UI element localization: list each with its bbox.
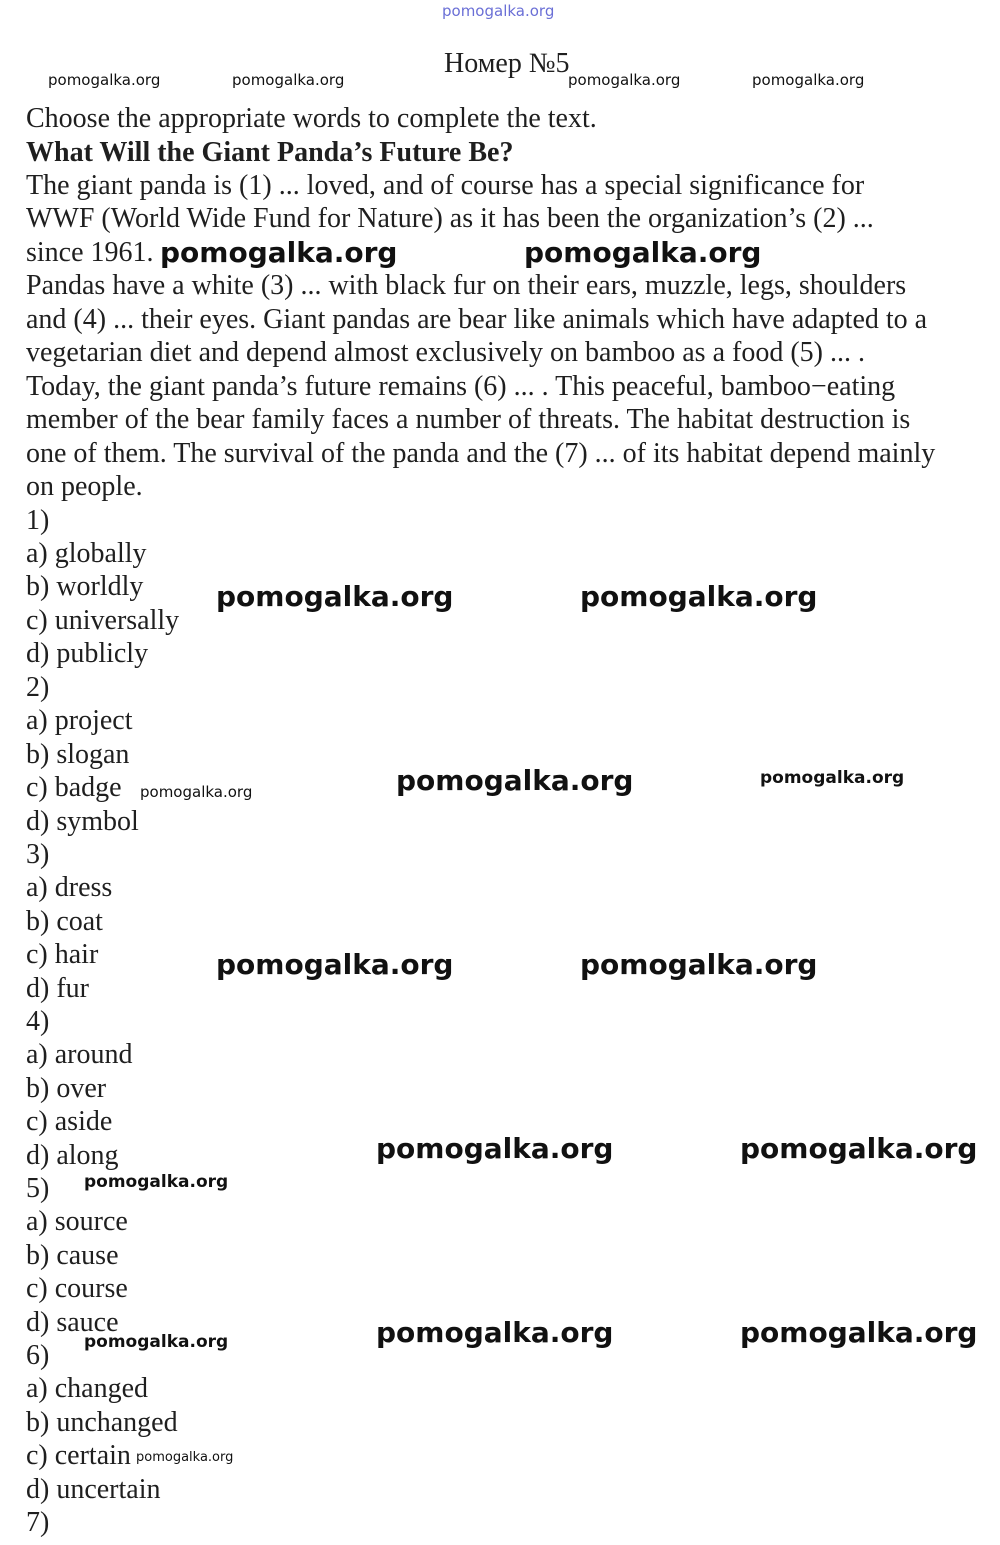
question-number: 2) [26, 672, 50, 703]
answer-option: b) slogan [26, 739, 130, 770]
question-number: 1) [26, 505, 50, 536]
watermark: pomogalka.org [580, 580, 818, 613]
instruction-text: Choose the appropriate words to complete the text. [26, 103, 597, 134]
passage-line: since 1961. [26, 237, 154, 268]
watermark: pomogalka.org [568, 71, 681, 89]
text-heading: What Will the Giant Panda’s Future Be? [26, 137, 514, 168]
watermark: pomogalka.org [752, 71, 865, 89]
watermark: pomogalka.org [140, 783, 253, 801]
watermark: pomogalka.org [396, 764, 634, 797]
answer-option: a) globally [26, 538, 147, 569]
answer-option: d) fur [26, 973, 89, 1004]
answer-option: c) course [26, 1273, 128, 1304]
watermark: pomogalka.org [580, 948, 818, 981]
watermark: pomogalka.org [376, 1316, 614, 1349]
answer-option: c) universally [26, 605, 180, 636]
answer-option: c) hair [26, 939, 99, 970]
passage-line: member of the bear family faces a number of threats. The habitat destruction is [26, 404, 911, 435]
answer-option: b) over [26, 1073, 107, 1104]
watermark: pomogalka.org [232, 71, 345, 89]
answer-option: c) badge [26, 772, 122, 803]
answer-option: d) symbol [26, 806, 139, 837]
answer-option: b) cause [26, 1240, 119, 1271]
passage-line: The giant panda is (1) ... loved, and of course has a special significance for [26, 170, 865, 201]
answer-option: a) project [26, 705, 133, 736]
answer-option: d) sauce [26, 1307, 119, 1338]
passage-line: one of them. The survival of the panda and the (7) ... of its habitat depend mainly [26, 438, 936, 469]
question-number: 5) [26, 1173, 50, 1204]
top-watermark: pomogalka.org [442, 2, 555, 20]
passage-line: on people. [26, 471, 143, 502]
page-title: Номер №5 [444, 48, 570, 79]
question-number: 4) [26, 1006, 50, 1037]
passage-line: Today, the giant panda’s future remains (6) ... . This peaceful, bamboo−eating [26, 371, 896, 402]
answer-option: c) aside [26, 1106, 113, 1137]
watermark: pomogalka.org [84, 1172, 229, 1192]
answer-option: d) publicly [26, 638, 149, 669]
answer-option: c) certain [26, 1440, 131, 1471]
passage-line: and (4) ... their eyes. Giant pandas are bear like animals which have adapted to a [26, 304, 928, 335]
question-number: 6) [26, 1340, 50, 1371]
question-number: 7) [26, 1507, 50, 1538]
answer-option: d) uncertain [26, 1474, 161, 1505]
watermark: pomogalka.org [84, 1332, 229, 1352]
watermark: pomogalka.org [136, 1450, 234, 1465]
watermark: pomogalka.org [740, 1316, 978, 1349]
passage-line: Pandas have a white (3) ... with black fur on their ears, muzzle, legs, shoulders [26, 270, 907, 301]
passage-line: WWF (World Wide Fund for Nature) as it has been the organization’s (2) ... [26, 203, 874, 234]
answer-option: a) changed [26, 1373, 149, 1404]
answer-option: a) dress [26, 872, 113, 903]
watermark: pomogalka.org [524, 236, 762, 269]
answer-option: b) coat [26, 906, 103, 937]
watermark: pomogalka.org [376, 1132, 614, 1165]
watermark: pomogalka.org [216, 948, 454, 981]
watermark: pomogalka.org [760, 768, 905, 788]
watermark: pomogalka.org [216, 580, 454, 613]
answer-option: a) source [26, 1206, 128, 1237]
answer-option: d) along [26, 1140, 119, 1171]
watermark: pomogalka.org [740, 1132, 978, 1165]
answer-option: a) around [26, 1039, 133, 1070]
answer-option: b) worldly [26, 571, 144, 602]
watermark: pomogalka.org [48, 71, 161, 89]
answer-option: b) unchanged [26, 1407, 178, 1438]
question-number: 3) [26, 839, 50, 870]
passage-line: vegetarian diet and depend almost exclusively on bamboo as a food (5) ... . [26, 337, 865, 368]
watermark: pomogalka.org [160, 236, 398, 269]
